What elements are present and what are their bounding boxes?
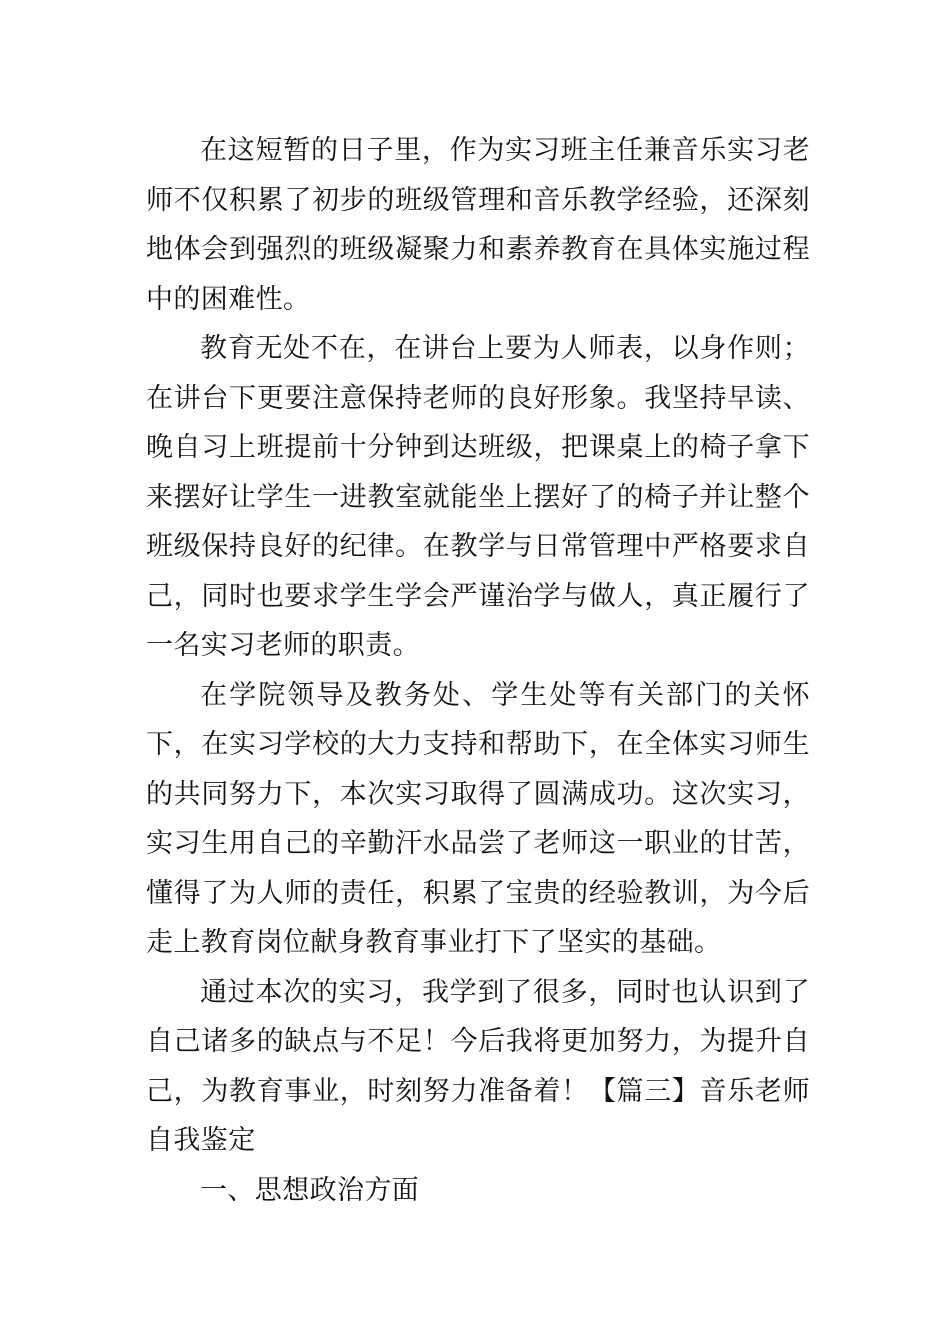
section-heading: 一、思想政治方面 [200, 1174, 420, 1206]
paragraph-1: 在这短暂的日子里，作为实习班主任兼音乐实习老师不仅积累了初步的班级管理和音乐教学经验，还深刻地体会到强烈的班级凝聚力和素养教育在具体实施过程中的困难性。 [146, 135, 810, 315]
paragraph-4: 通过本次的实习，我学到了很多，同时也认识到了自己诸多的缺点与不足！今后我将更加努力，为提升自己，为教育事业，时刻努力准备着！【篇三】音乐老师自我鉴定 [146, 976, 810, 1156]
paragraph-3: 在学院领导及教务处、学生处等有关部门的关怀下，在实习学校的大力支持和帮助下，在全体实习师生的共同努力下，本次实习取得了圆满成功。这次实习，实习生用自己的辛勤汗水品尝了老师这一职业的甘苦，懂得了为人师的责任，积累了宝贵的经验教训，为今后走上教育岗位献身教育事业打下了坚实的基础。 [146, 679, 810, 958]
document-body [146, 126, 810, 1215]
paragraph-2: 教育无处不在，在讲台上要为人师表，以身作则；在讲台下更要注意保持老师的良好形象。我坚持早读、晚自习上班提前十分钟到达班级，把课桌上的椅子拿下来摆好让学生一进教室就能坐上摆好了的椅子并让整个班级保持良好的纪律。在教学与日常管理中严格要求自己，同时也要求学生学会严谨治学与做人，真正履行了一名实习老师的职责。 [146, 333, 810, 661]
